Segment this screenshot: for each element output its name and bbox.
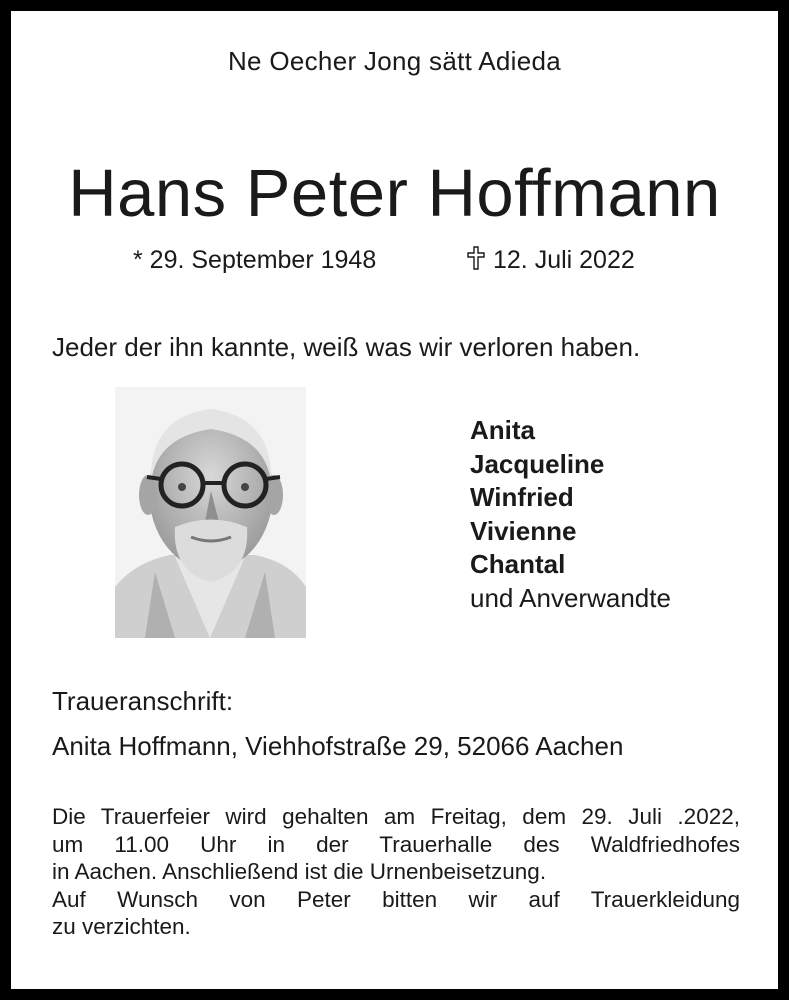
address-label: Traueranschrift:	[52, 686, 234, 716]
mourning-address: Anita Hoffmann, Viehhofstraße 29, 52066 Aachen	[52, 731, 624, 761]
memorial-quote: Jeder der ihn kannte, weiß was wir verloren haben.	[52, 332, 641, 362]
mourner-name: Vivienne	[470, 515, 577, 546]
death-date-line	[467, 246, 635, 277]
mourners-list	[470, 414, 671, 616]
birth-date: * 29. September 1948	[133, 246, 377, 274]
mourner-name: Winfried	[470, 482, 574, 513]
deceased-name: Hans Peter Hoffmann	[68, 156, 721, 231]
portrait-photo	[115, 387, 306, 638]
funeral-notes	[52, 803, 740, 941]
motto: Ne Oecher Jong sätt Adieda	[227, 46, 561, 76]
wish-line: zu verzichten.	[52, 914, 191, 939]
cross-icon	[467, 246, 485, 277]
mourner-name: Jacqueline	[470, 448, 605, 479]
ceremony-line: Die Trauerfeier wird gehalten am Freitag, dem 29. Juli .2022,	[52, 804, 740, 829]
relatives-note: und Anverwandte	[470, 582, 671, 613]
mourner-name: Anita	[470, 415, 535, 445]
wish-line: Auf Wunsch von Peter bitten wir auf Trauerkleidung	[52, 886, 740, 912]
mourner-name: Chantal	[470, 549, 566, 580]
ceremony-line: in Aachen. Anschließend ist die Urnenbeisetzung.	[52, 859, 547, 884]
death-date: 12. Juli 2022	[493, 246, 635, 274]
ceremony-line: um 11.00 Uhr in der Trauerhalle des Waldfriedhofes	[52, 831, 740, 857]
